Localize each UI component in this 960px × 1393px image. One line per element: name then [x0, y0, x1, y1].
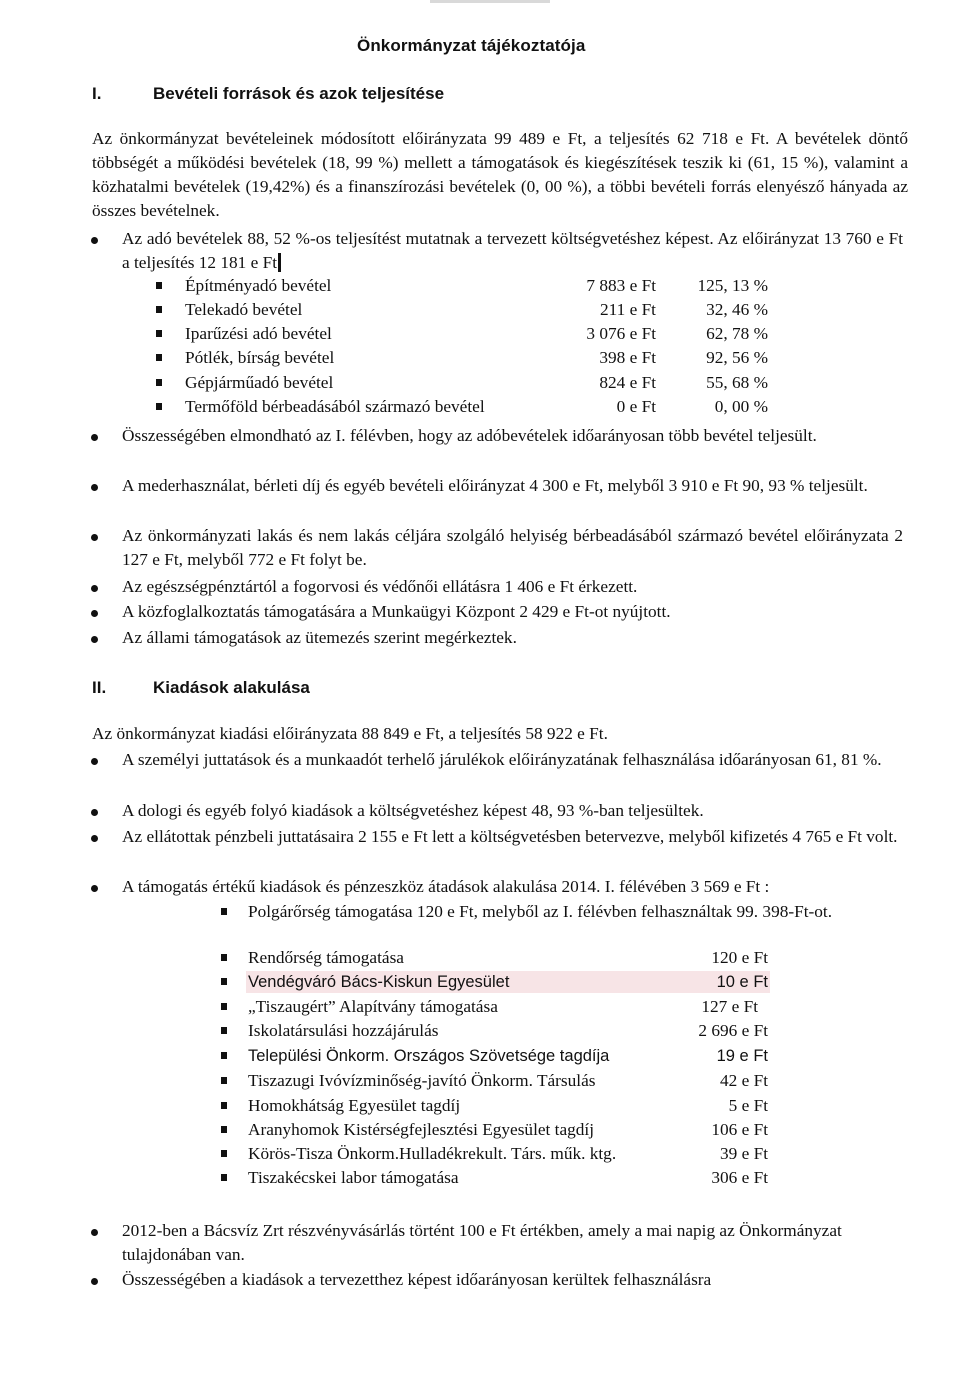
bullet-text: 2012-ben a Bácsvíz Zrt részvényvásárlás történt 100 e Ft értékben, amely a mai napig az Önkormányzat tulajdonában van. — [122, 1221, 842, 1264]
support-item-row — [0, 1094, 960, 1118]
tax-item-percent: 62, 78 % — [706, 324, 768, 343]
support-item-amount: 5 e Ft — [728, 1096, 768, 1115]
bullet-text: Az állami támogatások az ütemezés szerint megérkeztek. — [122, 628, 517, 647]
support-item-row — [0, 1142, 960, 1166]
support-item-amount: 127 e Ft — [701, 997, 758, 1016]
section-1-number: I. — [92, 84, 102, 103]
bullet-text: A közfoglalkoztatás támogatására a Munkaügyi Központ 2 429 e Ft-ot nyújtott. — [122, 602, 671, 621]
support-item-label: Homokhátság Egyesület tagdíj — [248, 1096, 461, 1115]
text-cursor — [278, 253, 281, 272]
bullet-text: A dologi és egyéb folyó kiadások a költségvetéshez képest 48, 93 %-ban teljesültek. — [122, 801, 704, 820]
tax-item-row — [0, 274, 960, 298]
tax-item-label: Pótlék, bírság bevétel — [185, 348, 335, 367]
support-item-amount: 42 e Ft — [719, 1071, 768, 1090]
tax-item-label: Termőföld bérbeadásából származó bevétel — [185, 397, 485, 416]
bullet-item — [122, 825, 903, 849]
bullet-text: Összességében elmondható az I. félévben, hogy az adóbevételek időarányosan több bevétel teljesült. — [122, 426, 817, 445]
bullet-dot-icon — [91, 534, 98, 541]
bullet-text: Az egészségpénztártól a fogorvosi és védőnői ellátásra 1 406 e Ft érkezett. — [122, 577, 638, 596]
bullet-dot-icon — [91, 758, 98, 765]
tax-item-label: Iparűzési adó bevétel — [185, 324, 332, 343]
bullet-dot-icon — [91, 237, 98, 244]
support-item-label: Rendőrség támogatása — [248, 948, 404, 967]
support-item-amount: 106 e Ft — [711, 1120, 768, 1139]
section-1-heading — [92, 82, 444, 106]
support-item-label: Tiszakécskei labor támogatása — [248, 1168, 459, 1187]
tax-item-label: Építményadó bevétel — [185, 276, 332, 295]
bullet-item — [122, 799, 903, 823]
bullet-text: A mederhasználat, bérleti díj és egyéb bevételi előirányzat 4 300 e Ft, melyből 3 910 e Ft 90, 93 % teljesült. — [122, 476, 868, 495]
tax-item-label: Telekadó bevétel — [185, 300, 303, 319]
bullet-item — [122, 424, 903, 448]
tax-item-percent: 55, 68 % — [706, 373, 768, 392]
document-title: Önkormányzat tájékoztatója — [357, 36, 586, 55]
bullet-item — [122, 1268, 903, 1292]
scan-edge-mark — [430, 0, 550, 3]
support-item-row — [0, 946, 960, 970]
bullet-dot-icon — [91, 585, 98, 592]
bullet-item — [122, 600, 903, 624]
bullet-dot-icon — [91, 885, 98, 892]
bullet-dot-icon — [91, 636, 98, 643]
support-item-amount: 120 e Ft — [711, 948, 768, 967]
support-item-amount: 39 e Ft — [719, 1144, 768, 1163]
section-1-title: Bevételi források és azok teljesítése — [153, 84, 445, 103]
support-item-row — [0, 1069, 960, 1093]
tax-item-percent: 0, 00 % — [714, 397, 768, 416]
bullet-item — [122, 474, 903, 498]
support-item-amount: 2 696 e Ft — [698, 1021, 768, 1040]
support-item-amount: 19 e Ft — [716, 1047, 768, 1065]
bullet-text: Az önkormányzati lakás és nem lakás céljára szolgáló helyiség bérbeadásából származó bevétel előirányzata 2 127 e Ft, melyből 772 e Ft folyt be. — [122, 526, 903, 569]
tax-revenue-bullet — [122, 227, 903, 275]
bullet-text: A személyi juttatások és a munkaadót terhelő járulékok előirányzatának felhasználása időarányosan 61, 81 %. — [122, 750, 882, 769]
tax-item-percent: 125, 13 % — [697, 276, 768, 295]
bullet-dot-icon — [91, 1229, 98, 1236]
section-2-heading — [92, 676, 310, 700]
bullet-dot-icon — [91, 835, 98, 842]
support-item-label: Vendégváró Bács-Kiskun Egyesület — [248, 973, 510, 991]
tax-item-row — [0, 371, 960, 395]
tax-item-amount: 0 e Ft — [616, 397, 656, 416]
square-bullet-icon — [221, 908, 227, 915]
tax-item-amount: 824 e Ft — [599, 373, 656, 392]
bullet-text: Az ellátottak pénzbeli juttatásaira 2 155 e Ft lett a költségvetésben betervezve, melyből kifizetés 4 765 e Ft volt. — [122, 827, 898, 846]
section-2-title: Kiadások alakulása — [153, 678, 310, 697]
bullet-item — [122, 748, 903, 772]
tax-item-row — [0, 395, 960, 419]
tax-item-row — [0, 298, 960, 322]
tax-item-row — [0, 346, 960, 370]
support-item-label: Aranyhomok Kistérségfejlesztési Egyesület tagdíj — [248, 1120, 595, 1139]
bullet-dot-icon — [91, 434, 98, 441]
tax-item-row — [0, 322, 960, 346]
bullet-text: A támogatás értékű kiadások és pénzeszköz átadások alakulása 2014. I. félévében 3 569 e Ft : — [122, 877, 770, 896]
bullet-dot-icon — [91, 484, 98, 491]
support-item-row — [0, 1019, 960, 1043]
support-item-label: Iskolatársulási hozzájárulás — [248, 1021, 439, 1040]
support-item-row — [0, 995, 960, 1019]
support-item-row — [0, 1044, 960, 1068]
support-item-row — [0, 970, 960, 994]
bullet-item — [122, 626, 903, 650]
support-item-label: Körös-Tisza Önkorm.Hulladékrekult. Társ. műk. ktg. — [248, 1144, 617, 1163]
tax-item-amount: 7 883 e Ft — [586, 276, 656, 295]
support-item-row — [0, 1166, 960, 1190]
support-item-amount: 306 e Ft — [711, 1168, 768, 1187]
bullet-dot-icon — [91, 610, 98, 617]
tax-item-amount: 398 e Ft — [599, 348, 656, 367]
tax-revenue-text: Az adó bevételek 88, 52 %-os teljesítést mutatnak a tervezett költségvetéshez képest. Az előirányzat 13 760 e Ft a teljesítés 12 181 e Ft — [122, 229, 903, 272]
bullet-text: Összességében a kiadások a tervezetthez képest időarányosan kerültek felhasználásra — [122, 1270, 712, 1289]
bullet-item — [122, 875, 903, 899]
support-item-row — [0, 1118, 960, 1142]
bullet-dot-icon — [91, 809, 98, 816]
police-guard-support: Polgárőrség támogatása 120 e Ft, melyből az I. félévben felhasználtak 99. 398-Ft-ot. — [248, 902, 833, 921]
support-item-amount: 10 e Ft — [716, 973, 768, 991]
support-item-label: Települési Önkorm. Országos Szövetsége tagdíja — [248, 1047, 610, 1065]
tax-item-label: Gépjárműadó bevétel — [185, 373, 334, 392]
expense-intro: Az önkormányzat kiadási előirányzata 88 849 e Ft, a teljesítés 58 922 e Ft. — [92, 724, 608, 743]
bullet-dot-icon — [91, 1278, 98, 1285]
support-item-label: Tiszazugi Ivóvízminőség-javító Önkorm. Társulás — [248, 1071, 596, 1090]
revenue-intro: Az önkormányzat bevételeinek módosított előirányzata 99 489 e Ft, a teljesítés 62 718 e Ft. A bevételek döntő többségét a működési bevételek (18, 99 %) mellett a támogatások és kiegészítések teszik ki (61, 15 %), valamint a közhatalmi bevételek (19,42%) és a finanszírozási bevételek (0, 00 %), a többi bevételi forrás elenyésző hányada az összes bevételnek. — [92, 129, 908, 220]
support-item-label: „Tiszaugért” Alapítvány támogatása — [248, 997, 498, 1016]
section-2-number: II. — [92, 678, 107, 697]
bullet-item — [122, 524, 903, 572]
bullet-item — [122, 575, 903, 599]
bullet-item — [122, 1219, 903, 1267]
tax-item-percent: 32, 46 % — [706, 300, 768, 319]
tax-item-amount: 3 076 e Ft — [586, 324, 656, 343]
tax-item-percent: 92, 56 % — [706, 348, 768, 367]
tax-item-amount: 211 e Ft — [599, 300, 656, 319]
